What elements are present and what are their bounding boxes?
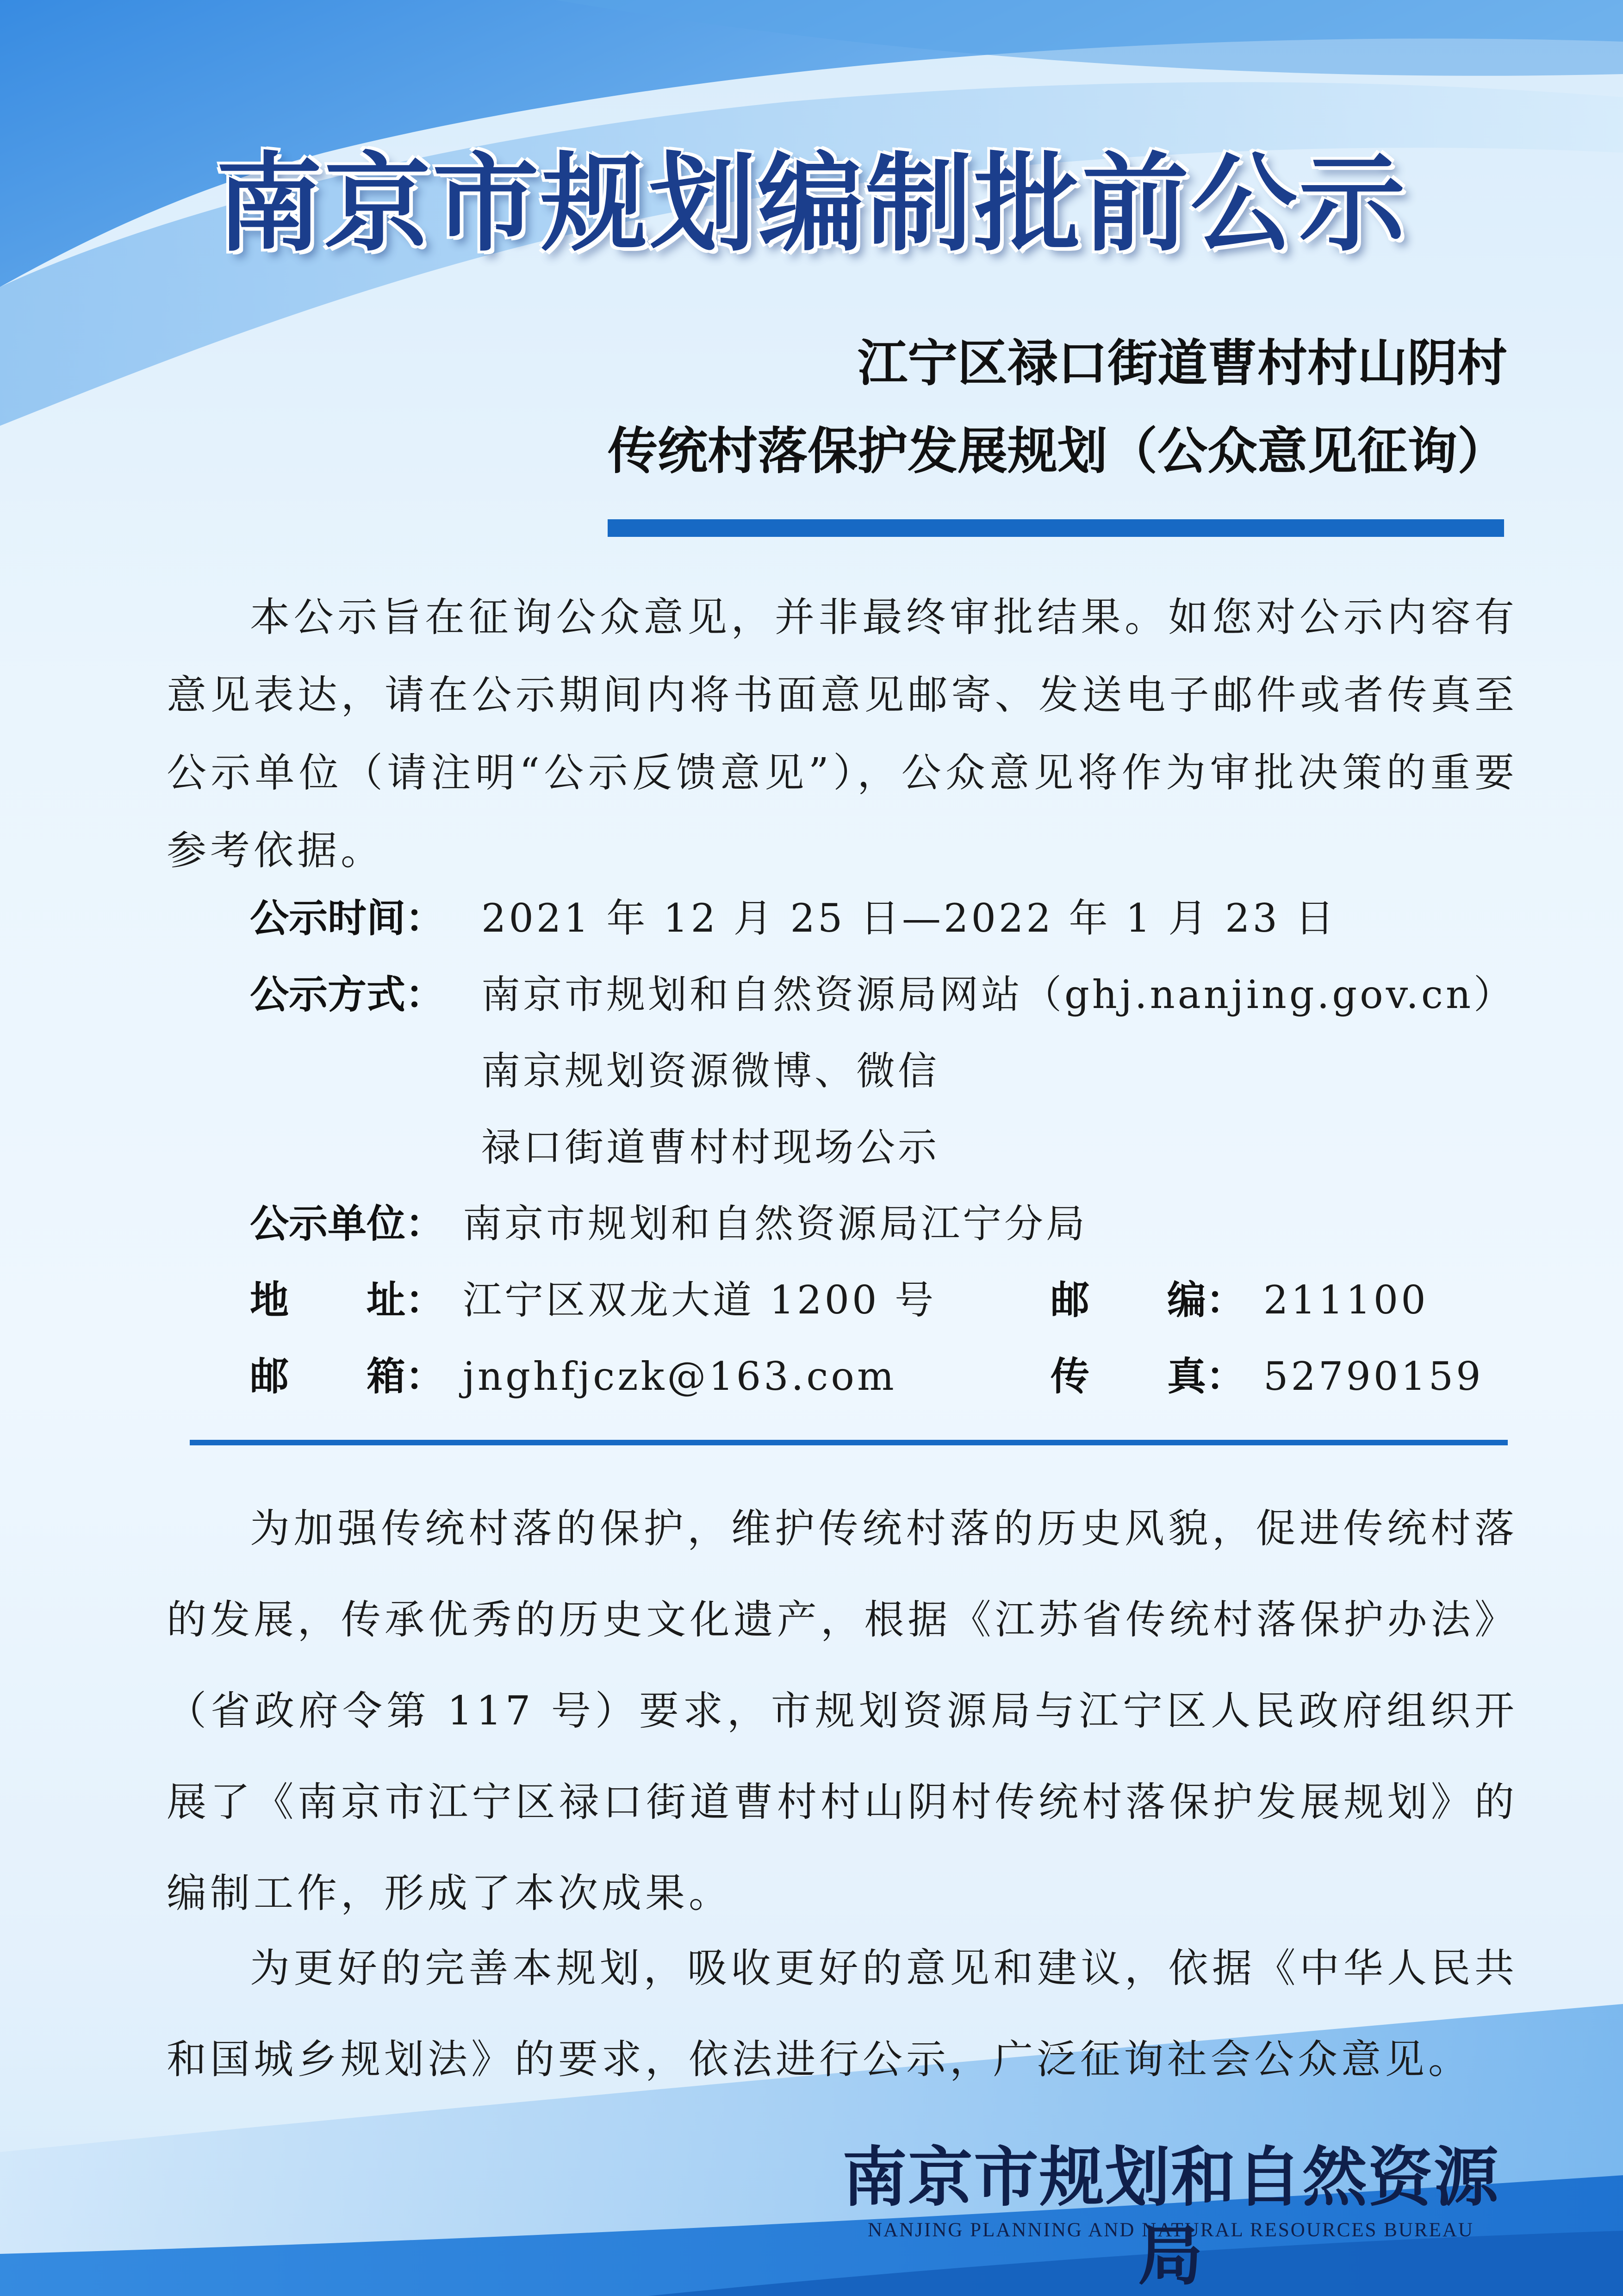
info-divider xyxy=(190,1440,1508,1445)
title-divider xyxy=(608,519,1504,537)
unit-label: 公示单位： xyxy=(250,1201,445,1246)
address-label: 地 址： xyxy=(250,1277,445,1323)
body-paragraph-2: 为更好的完善本规划，吸收更好的意见和建议，依据《中华人民共和国城乡规划法》的要求，依法进行公示，广泛征询社会公众意见。 xyxy=(167,1945,1518,2083)
postcode-value: 211100 xyxy=(1263,1277,1429,1323)
agency-name: 南京市规划和自然资源局 xyxy=(842,2140,1499,2294)
project-subtitle-line1: 江宁区禄口街道曹村村山阴村 xyxy=(857,334,1507,392)
method-label: 公示方式： xyxy=(250,972,445,1017)
time-value: 2021 年 12 月 25 日—2022 年 1 月 23 日 xyxy=(481,896,1337,941)
body-paragraph-1: 为加强传统村落的保护，维护传统村落的历史风貌，促进传统村落的发展，传承优秀的历史文化遗产，根据《江苏省传统村落保护办法》（省政府令第 117 号）要求，市规划资源局与江宁区人民政府组织开展了《南京市江宁区禄口街道曹村村山阴村传统村落保护发展规划》的编制工作，形成了本次成果。 xyxy=(167,1506,1518,1916)
email-label: 邮 箱： xyxy=(250,1354,445,1399)
fax-label: 传 真： xyxy=(1051,1354,1245,1399)
method-value-weibo-wechat: 南京规划资源微博、微信 xyxy=(481,1048,940,1094)
postcode-label: 邮 编： xyxy=(1051,1277,1245,1323)
agency-name-english: NANJING PLANNING AND NATURAL RESOURCES BUREAU xyxy=(868,2219,1474,2241)
unit-value: 南京市规划和自然资源局江宁分局 xyxy=(463,1201,1088,1246)
fax-value: 52790159 xyxy=(1263,1354,1484,1399)
intro-paragraph: 本公示旨在征询公众意见，并非最终审批结果。如您对公示内容有意见表达，请在公示期间内将书面意见邮寄、发送电子邮件或者传真至公示单位（请注明“公示反馈意见”），公众意见将作为审批决策的重要参考依据。 xyxy=(167,594,1518,874)
address-value: 江宁区双龙大道 1200 号 xyxy=(463,1277,937,1323)
method-value-website: 南京市规划和自然资源局网站（ghj.nanjing.gov.cn） xyxy=(481,972,1516,1017)
project-subtitle-line2: 传统村落保护发展规划（公众意见征询） xyxy=(607,422,1507,480)
email-value: jnghfjczk@163.com xyxy=(463,1354,897,1399)
time-label: 公示时间： xyxy=(250,896,445,941)
notice-main-title: 南京市规划编制批前公示 xyxy=(216,141,1407,266)
method-value-onsite: 禄口街道曹村村现场公示 xyxy=(481,1125,940,1170)
